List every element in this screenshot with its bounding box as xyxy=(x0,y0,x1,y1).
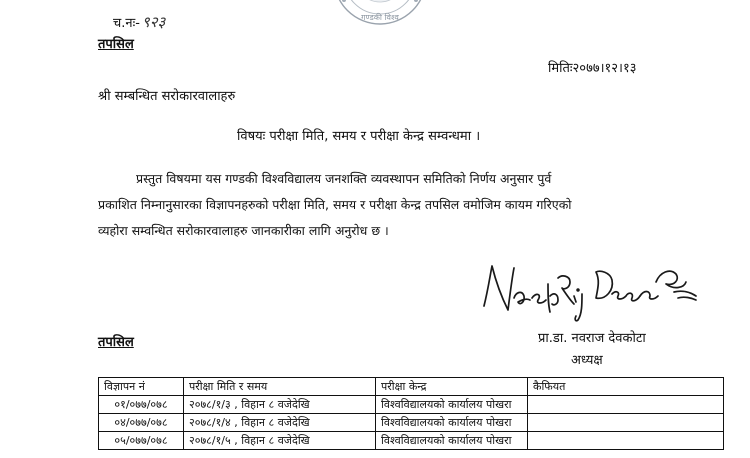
letter-date: मितिः२०७७।१२।१३ xyxy=(548,61,637,76)
body-line: प्रस्तुत विषयमा यस गण्डकी विश्वविद्यालय जनशक्ति व्यवस्थापन समितिको निर्णय अनुसार पुर्व xyxy=(136,171,552,186)
reference-line xyxy=(113,12,165,32)
ad-number-cell: ०५/०७७/०७८ xyxy=(99,432,184,450)
remarks-cell xyxy=(528,432,724,450)
column-header: विज्ञापन नं xyxy=(99,378,184,396)
letter-body xyxy=(98,166,720,244)
exam-date-cell: २०७८/१/४ , विहान ८ वजेदेखि xyxy=(184,414,376,432)
handwritten-signature xyxy=(478,254,700,324)
reference-number: ९२३ xyxy=(141,13,166,31)
exam-schedule-table xyxy=(98,377,724,450)
exam-center-cell: विश्वविद्यालयको कार्यालय पोखरा xyxy=(376,432,528,450)
table-header-row xyxy=(99,378,724,396)
exam-date-cell: २०७८/१/५ , विहान ८ वजेदेखि xyxy=(184,432,376,450)
table-row xyxy=(99,414,724,432)
ad-number-cell: ०४/०७७/०७८ xyxy=(99,414,184,432)
salutation: श्री सम्बन्धित सरोकारवालाहरु xyxy=(98,89,236,104)
exam-date-cell: २०७८/१/३ , विहान ८ वजेदेखि xyxy=(184,396,376,414)
body-line: व्यहोरा सम्वन्धित सरोकारवालाहरु जानकारीका लागि अनुरोध छ । xyxy=(98,223,389,238)
schedule-heading: तपसिल xyxy=(98,335,134,350)
remarks-cell xyxy=(528,396,724,414)
table-row xyxy=(99,432,724,450)
exam-center-cell: विश्वविद्यालयको कार्यालय पोखरा xyxy=(376,414,528,432)
university-seal xyxy=(330,0,430,26)
seal-text: गण्डकी विश्व xyxy=(361,13,399,22)
signatory-name: प्रा.डा. नवराज देवकोटा xyxy=(538,331,646,346)
column-header: परीक्षा केन्द्र xyxy=(376,378,528,396)
table-row xyxy=(99,396,724,414)
column-header: परीक्षा मिति र समय xyxy=(184,378,376,396)
reference-label: च.नः- xyxy=(113,16,140,31)
exam-center-cell: विश्वविद्यालयको कार्यालय पोखरा xyxy=(376,396,528,414)
signatory-title: अध्यक्ष xyxy=(571,353,603,368)
body-line: प्रकाशित निम्नानुसारका विज्ञापनहरुको परीक्षा मिति, समय र परीक्षा केन्द्र तपसिल वमोजिम कायम गरिएको xyxy=(98,197,572,212)
subject-line: विषयः परीक्षा मिति, समय र परीक्षा केन्द्र सम्वन्धमा । xyxy=(237,129,481,144)
column-header: कैफियत xyxy=(528,378,724,396)
remarks-cell xyxy=(528,414,724,432)
ad-number-cell: ०१/०७७/०७८ xyxy=(99,396,184,414)
section-heading: तपसिल xyxy=(98,37,134,52)
